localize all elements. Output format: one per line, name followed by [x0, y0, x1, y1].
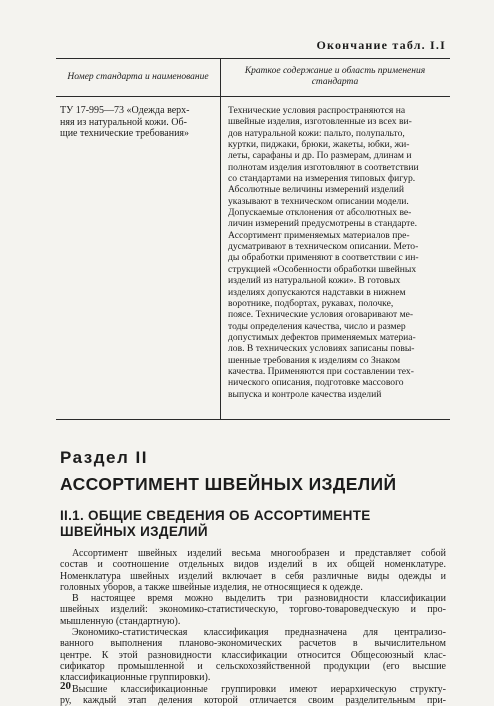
subsection-title-line: ШВЕЙНЫХ ИЗДЕЛИЙ — [60, 524, 208, 539]
cell-line: изделиях допускаются надставки в нижнем — [228, 286, 406, 298]
column-header-line: стандарта — [311, 77, 359, 87]
body-line: В настоящее время можно выделить три разновидности классификации — [72, 593, 446, 605]
cell-line: ды обработки применяют в соответствии с ин- — [228, 252, 419, 264]
column-header-standard: Номер стандарта и наименование — [67, 72, 209, 82]
cell-line: Ассортимент применяемых материалов пре- — [228, 229, 410, 241]
body-paragraphs — [60, 548, 446, 706]
cell-line: шенные требования к изделиям со Знаком — [228, 354, 401, 366]
section-label: Раздел II — [60, 448, 148, 467]
cell-line: Допускаемые отклонения от абсолютных ве- — [228, 207, 412, 219]
cell-line: дов натуральной кожи: пальто, полупальто, — [228, 127, 405, 139]
cell-line: со стандартами на измерения типовых фигур. — [228, 173, 416, 185]
cell-line: указывают в техническом описании модели. — [228, 195, 409, 207]
page-number: 20 — [60, 680, 71, 692]
cell-line: Технические условия распространяются на — [228, 105, 406, 116]
cell-line: лов. В технических условиях записаны повы- — [228, 343, 415, 355]
cell-line: воротнике, подбортах, рукавах, полочке, — [228, 297, 394, 309]
body-line: ванного выполнения планово-экономических расчетов в вычислительном — [60, 638, 446, 650]
subsection-title — [60, 508, 440, 540]
column-header-description — [220, 66, 450, 88]
standard-name-cell — [60, 105, 214, 140]
cell-line: ТУ 17-995—73 «Одежда верх- — [60, 105, 190, 116]
section-title: АССОРТИМЕНТ ШВЕЙНЫХ ИЗДЕЛИЙ — [60, 474, 397, 494]
table-column-divider — [220, 58, 221, 420]
cell-line: изделий из натуральной кожи». В готовых — [228, 275, 401, 287]
cell-line: личин измерений предусмотрены в стандарте. — [228, 218, 418, 230]
subsection-title-line: II.1. ОБЩИЕ СВЕДЕНИЯ ОБ АССОРТИМЕНТЕ — [60, 508, 371, 523]
cell-line: нического описания, подготовке массового — [228, 377, 404, 389]
body-line: Экономико-статистическая классификация предназначена для централизо- — [72, 627, 446, 639]
body-line: Номенклатура швейных изделий включает в себя различные виды одежды и — [60, 570, 446, 582]
cell-line: поясе. Технические условия оговаривают ме- — [228, 309, 414, 321]
table-bottom-rule — [56, 419, 450, 420]
body-line: Высшие классификационные группировки имеют иерархическую структу- — [72, 683, 446, 695]
cell-line: няя из натуральной кожи. Об- — [60, 116, 187, 128]
cell-line: Абсолютные величины измерений изделий — [228, 184, 405, 196]
body-line: центре. К этой разновидности классификации относится Общесоюзный клас- — [60, 649, 446, 661]
standard-description-cell — [228, 105, 446, 400]
cell-line: полнотам изделия изготовляют в соответствии — [228, 161, 419, 173]
table-caption: Окончание табл. I.I — [316, 38, 446, 52]
body-line: головных уборов, а также швейные изделия, не относящиеся к одежде. — [60, 581, 363, 593]
body-line: ру, каждый этап деления которой отличается своим разделительным при- — [60, 694, 446, 706]
body-line: состав и соотношение отдельных видов изделий в их общей номенклатуре. — [60, 559, 446, 571]
cell-line: леты, сарафаны и др. По размерам, длинам и — [228, 150, 412, 162]
body-line: Ассортимент швейных изделий весьма многообразен и представляет собой — [72, 548, 446, 559]
cell-line: тоды определения качества, число и размер — [228, 320, 406, 332]
body-line: мышленную (стандартную). — [60, 615, 181, 627]
body-line: классификационные группировки). — [60, 672, 211, 684]
cell-line: выпуска и контроле качества изделий — [228, 388, 382, 400]
table-top-rule — [56, 58, 450, 59]
column-header-line: Краткое содержание и область применения — [244, 66, 426, 76]
body-line: сификатор промышленной и сельскохозяйственной продукции (его высшие — [60, 660, 446, 672]
table-header-rule — [56, 96, 450, 97]
cell-line: щие технические требования» — [60, 128, 190, 139]
standards-table — [56, 58, 450, 420]
cell-line: струкцией «Особенности обработки швейных — [228, 263, 417, 275]
cell-line: куртки, пиджаки, брюки, жакеты, юбки, жи- — [228, 139, 410, 151]
cell-line: швейные изделия, изготовленные из всех ви- — [228, 116, 412, 128]
body-line: швейных изделий: экономико-статистическую, торгово-товароведческую и про- — [60, 604, 446, 616]
cell-line: допустимых дефектов применяемых материа- — [228, 331, 416, 343]
cell-line: качества. Применяются при составлении тех- — [228, 365, 414, 377]
cell-line: дусматривают в техническом описании. Мето- — [228, 241, 419, 253]
